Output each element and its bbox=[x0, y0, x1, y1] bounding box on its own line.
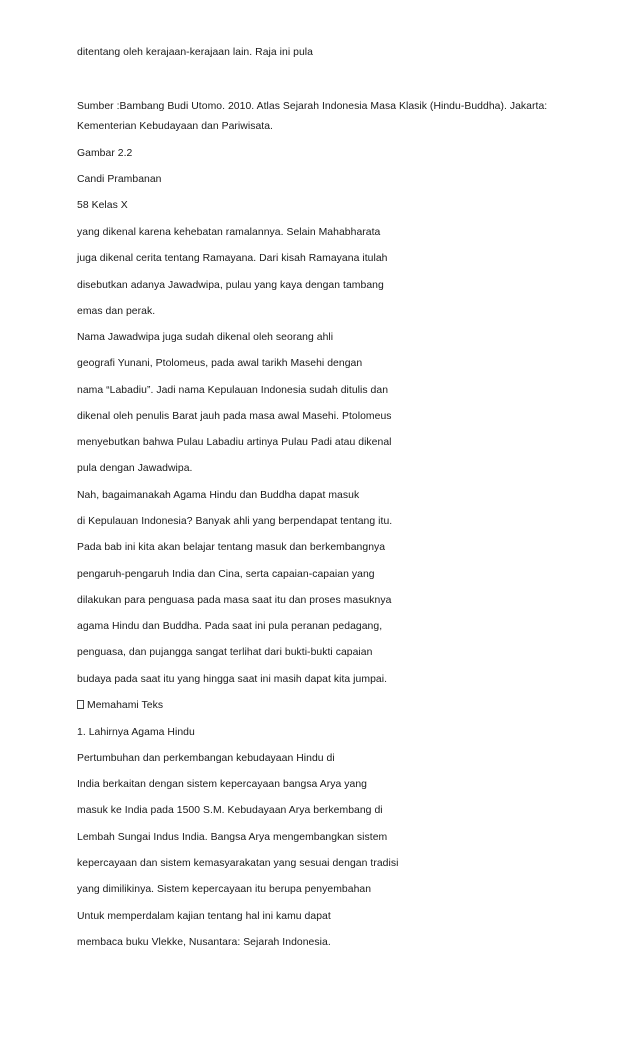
text-line: yang dimilikinya. Sistem kepercayaan itu berupa penyembahan bbox=[77, 884, 372, 895]
text-line: kepercayaan dan sistem kemasyarakatan yang sesuai dengan tradisi bbox=[77, 858, 399, 869]
text-line: masuk ke India pada 1500 S.M. Kebudayaan Arya berkembang di bbox=[77, 805, 383, 816]
text-line: geografi Yunani, Ptolomeus, pada awal tarikh Masehi dengan bbox=[77, 358, 363, 369]
text-line: juga dikenal cerita tentang Ramayana. Dari kisah Ramayana itulah bbox=[77, 253, 388, 264]
text-line: menyebutkan bahwa Pulau Labadiu artinya Pulau Padi atau dikenal bbox=[77, 437, 392, 448]
text-line: ditentang oleh kerajaan-kerajaan lain. Raja ini pula bbox=[77, 47, 313, 58]
page-number: 58 Kelas X bbox=[77, 200, 128, 211]
text-line: India berkaitan dengan sistem kepercayaan bangsa Arya yang bbox=[77, 779, 367, 790]
text-line: Untuk memperdalam kajian tentang hal ini kamu dapat bbox=[77, 911, 331, 922]
text-line: nama “Labadiu”. Jadi nama Kepulauan Indonesia sudah ditulis dan bbox=[77, 385, 389, 396]
missing-glyph-icon bbox=[77, 700, 84, 709]
figure-caption: Candi Prambanan bbox=[77, 174, 162, 185]
source-line: Sumber :Bambang Budi Utomo. 2010. Atlas Sejarah Indonesia Masa Klasik (Hindu-Buddha). Jakarta: bbox=[77, 101, 548, 112]
text-line: pula dengan Jawadwipa. bbox=[77, 463, 193, 474]
text-line: dikenal oleh penulis Barat jauh pada masa awal Masehi. Ptolomeus bbox=[77, 411, 392, 422]
text-line: Pada bab ini kita akan belajar tentang masuk dan berkembangnya bbox=[77, 542, 386, 553]
text-line: agama Hindu dan Buddha. Pada saat ini pula peranan pedagang, bbox=[77, 621, 383, 632]
text-line: Nama Jawadwipa juga sudah dikenal oleh seorang ahli bbox=[77, 332, 334, 343]
text-line: disebutkan adanya Jawadwipa, pulau yang kaya dengan tambang bbox=[77, 280, 384, 291]
text-line: yang dikenal karena kehebatan ramalannya. Selain Mahabharata bbox=[77, 227, 381, 238]
text-line: emas dan perak. bbox=[77, 306, 156, 317]
text-line: pengaruh-pengaruh India dan Cina, serta capaian-capaian yang bbox=[77, 569, 375, 580]
source-line: Kementerian Kebudayaan dan Pariwisata. bbox=[77, 121, 273, 132]
text-line: Nah, bagaimanakah Agama Hindu dan Buddha dapat masuk bbox=[77, 490, 360, 501]
text-line: di Kepulauan Indonesia? Banyak ahli yang berpendapat tentang itu. bbox=[77, 516, 393, 527]
text-line: membaca buku Vlekke, Nusantara: Sejarah Indonesia. bbox=[77, 937, 331, 948]
text-line: Pertumbuhan dan perkembangan kebudayaan Hindu di bbox=[77, 753, 335, 764]
figure-label: Gambar 2.2 bbox=[77, 148, 133, 159]
text-line: penguasa, dan pujangga sangat terlihat dari bukti-bukti capaian bbox=[77, 647, 373, 658]
text-line: dilakukan para penguasa pada masa saat itu dan proses masuknya bbox=[77, 595, 392, 606]
text-line: budaya pada saat itu yang hingga saat ini masih dapat kita jumpai. bbox=[77, 674, 388, 685]
text-line: Lembah Sungai Indus India. Bangsa Arya mengembangkan sistem bbox=[77, 832, 388, 843]
section-heading-text: Memahami Teks bbox=[87, 700, 164, 711]
subsection-heading: 1. Lahirnya Agama Hindu bbox=[77, 727, 195, 738]
section-heading bbox=[77, 699, 163, 712]
